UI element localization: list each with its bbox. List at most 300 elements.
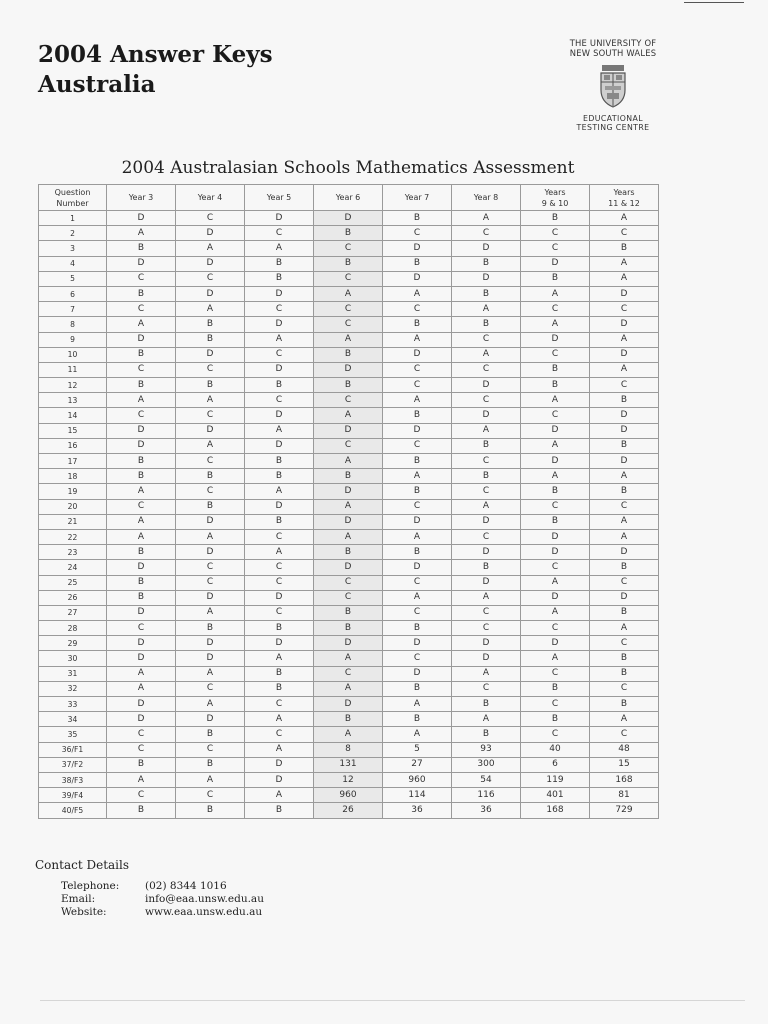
answer-cell: C (176, 211, 245, 226)
answer-cell: D (452, 545, 521, 560)
answer-cell: D (314, 423, 383, 438)
question-number-cell: 32 (39, 681, 107, 696)
answer-cell: B (107, 590, 176, 605)
answer-cell: B (245, 803, 314, 818)
answer-cell: C (383, 651, 452, 666)
answer-cell: A (245, 651, 314, 666)
answer-cell: A (521, 317, 590, 332)
answer-cell: C (521, 241, 590, 256)
answer-cell: A (314, 286, 383, 301)
answer-cell: A (245, 423, 314, 438)
answer-cell: B (521, 378, 590, 393)
question-number-cell: 34 (39, 712, 107, 727)
answer-cell: A (314, 651, 383, 666)
answer-cell: B (383, 256, 452, 271)
answer-cell: D (590, 545, 659, 560)
answer-cell: D (107, 651, 176, 666)
answer-cell: D (452, 271, 521, 286)
answer-cell: A (452, 211, 521, 226)
answer-cell: B (176, 757, 245, 772)
answer-cell: A (107, 226, 176, 241)
answer-cell: 54 (452, 772, 521, 787)
answer-cell: C (452, 362, 521, 377)
answer-cell: A (383, 393, 452, 408)
table-row (39, 302, 659, 317)
answer-cell: B (383, 545, 452, 560)
column-header-line: Question (54, 187, 91, 197)
question-number-cell: 3 (39, 241, 107, 256)
answer-cell: B (521, 211, 590, 226)
question-number-cell: 21 (39, 514, 107, 529)
question-number-cell: 6 (39, 286, 107, 301)
answer-cell: A (590, 621, 659, 636)
answer-cell: D (521, 590, 590, 605)
question-number-cell: 37/F2 (39, 757, 107, 772)
table-row (39, 621, 659, 636)
answer-cell: B (452, 438, 521, 453)
answer-cell: A (176, 605, 245, 620)
answer-cell: C (107, 742, 176, 757)
answer-cell: B (521, 271, 590, 286)
table-row (39, 514, 659, 529)
question-number-cell: 36/F1 (39, 742, 107, 757)
answer-cell: D (176, 636, 245, 651)
answer-cell: B (383, 454, 452, 469)
answer-cell: A (245, 712, 314, 727)
answer-cell: B (521, 514, 590, 529)
answer-cell: D (107, 423, 176, 438)
answer-cell: C (383, 378, 452, 393)
answer-cell: C (245, 697, 314, 712)
answer-cell: D (521, 332, 590, 347)
answer-cell: D (452, 636, 521, 651)
column-header (176, 185, 245, 211)
answer-cell: C (314, 241, 383, 256)
answer-cell: B (245, 621, 314, 636)
university-name-line-2: NEW SOUTH WALES (569, 48, 657, 58)
answer-cell: A (314, 727, 383, 742)
page-title-line-1: 2004 Answer Keys (38, 41, 273, 68)
answer-cell: C (521, 560, 590, 575)
answer-cell: A (314, 454, 383, 469)
answer-cell: A (107, 772, 176, 787)
answer-cell: C (176, 788, 245, 803)
table-row (39, 211, 659, 226)
answer-cell: B (452, 286, 521, 301)
column-header (452, 185, 521, 211)
table-row (39, 454, 659, 469)
answer-cell: A (590, 211, 659, 226)
column-header-line: Years (613, 187, 635, 197)
answer-cell: B (107, 803, 176, 818)
table-row (39, 605, 659, 620)
answer-cell: A (452, 590, 521, 605)
answer-cell: C (383, 302, 452, 317)
answer-cell: B (383, 712, 452, 727)
question-number-cell: 35 (39, 727, 107, 742)
question-number-cell: 40/F5 (39, 803, 107, 818)
table-row (39, 241, 659, 256)
answer-cell: 168 (590, 772, 659, 787)
question-number-cell: 30 (39, 651, 107, 666)
table-row (39, 681, 659, 696)
contact-details (35, 858, 264, 919)
column-header (107, 185, 176, 211)
answer-cell: D (452, 241, 521, 256)
answer-cell: D (176, 545, 245, 560)
answer-cell: A (176, 241, 245, 256)
table-row (39, 560, 659, 575)
table-row (39, 393, 659, 408)
contact-label: Email: (61, 893, 96, 905)
answer-cell: D (383, 666, 452, 681)
answer-cell: A (314, 681, 383, 696)
answer-cell: 48 (590, 742, 659, 757)
answer-cell: A (452, 666, 521, 681)
question-number-cell: 13 (39, 393, 107, 408)
answer-cell: A (107, 317, 176, 332)
table-body (39, 211, 659, 819)
question-number-cell: 29 (39, 636, 107, 651)
answer-cell: 40 (521, 742, 590, 757)
answer-cell: B (314, 469, 383, 484)
answer-cell: A (107, 666, 176, 681)
answer-cell: B (452, 317, 521, 332)
answer-cell: C (590, 378, 659, 393)
answer-cell: C (314, 438, 383, 453)
answer-cell: C (107, 362, 176, 377)
answer-cell: 960 (314, 788, 383, 803)
answer-cell: 729 (590, 803, 659, 818)
answer-cell: D (245, 408, 314, 423)
answer-cell: A (383, 727, 452, 742)
answer-cell: C (383, 575, 452, 590)
answer-cell: C (383, 499, 452, 514)
answer-cell: B (521, 712, 590, 727)
answer-cell: D (176, 590, 245, 605)
answer-cell: 93 (452, 742, 521, 757)
answer-cell: C (452, 454, 521, 469)
answer-cell: A (176, 393, 245, 408)
answer-cell: D (590, 286, 659, 301)
answer-cell: A (452, 302, 521, 317)
answer-cell: A (590, 514, 659, 529)
answer-cell: B (314, 545, 383, 560)
answer-cell: A (383, 286, 452, 301)
answer-cell: C (176, 484, 245, 499)
answer-cell: A (521, 438, 590, 453)
answer-cell: D (383, 271, 452, 286)
answer-cell: D (314, 697, 383, 712)
answer-cell: B (245, 469, 314, 484)
answer-cell: A (383, 697, 452, 712)
answer-cell: B (383, 681, 452, 696)
question-number-cell: 39/F4 (39, 788, 107, 803)
table-row (39, 438, 659, 453)
answer-cell: D (176, 423, 245, 438)
answer-cell: D (590, 347, 659, 362)
answer-cell: A (521, 286, 590, 301)
question-number-cell: 9 (39, 332, 107, 347)
answer-cell: A (521, 605, 590, 620)
answer-cell: B (107, 454, 176, 469)
answer-cell: A (107, 393, 176, 408)
answer-cell: D (452, 575, 521, 590)
answer-cell: B (383, 317, 452, 332)
contact-row (35, 880, 264, 893)
question-number-cell: 26 (39, 590, 107, 605)
answer-cell: A (314, 529, 383, 544)
question-number-cell: 15 (39, 423, 107, 438)
answer-cell: D (383, 514, 452, 529)
answer-cell: B (452, 727, 521, 742)
answer-cell: C (245, 302, 314, 317)
column-header (383, 185, 452, 211)
answer-cell: B (590, 605, 659, 620)
answer-cell: 116 (452, 788, 521, 803)
answer-cell: B (245, 666, 314, 681)
answer-cell: C (452, 605, 521, 620)
answer-cell: B (521, 362, 590, 377)
answer-cell: A (590, 256, 659, 271)
question-number-cell: 12 (39, 378, 107, 393)
answer-cell: D (245, 438, 314, 453)
column-header (590, 185, 659, 211)
answer-cell: C (521, 302, 590, 317)
answer-cell: C (521, 408, 590, 423)
answer-cell: B (314, 605, 383, 620)
answer-cell: B (521, 484, 590, 499)
answer-cell: C (521, 226, 590, 241)
column-header-line: Year 5 (266, 193, 292, 202)
answer-cell: C (590, 727, 659, 742)
answer-cell: C (245, 727, 314, 742)
answer-cell: C (176, 271, 245, 286)
column-header-line: Year 8 (473, 193, 499, 202)
answer-cell: C (245, 226, 314, 241)
question-number-cell: 38/F3 (39, 772, 107, 787)
answer-cell: B (452, 469, 521, 484)
answer-cell: A (452, 423, 521, 438)
table-row (39, 788, 659, 803)
answer-cell: D (521, 529, 590, 544)
answer-cell: D (590, 408, 659, 423)
answer-cell: C (107, 302, 176, 317)
answer-cell: C (521, 666, 590, 681)
answer-cell: B (245, 454, 314, 469)
table-row (39, 757, 659, 772)
answer-cell: 131 (314, 757, 383, 772)
answer-cell: B (176, 727, 245, 742)
answer-cell: B (452, 256, 521, 271)
table-row (39, 271, 659, 286)
answer-cell: D (245, 362, 314, 377)
answer-cell: B (245, 378, 314, 393)
answer-cell: A (590, 332, 659, 347)
answer-cell: C (176, 560, 245, 575)
answer-cell: D (107, 332, 176, 347)
question-number-cell: 16 (39, 438, 107, 453)
contact-row (35, 906, 264, 919)
answer-cell: C (245, 575, 314, 590)
answer-cell: C (314, 271, 383, 286)
testing-centre-line-2: TESTING CENTRE (576, 123, 650, 132)
question-number-cell: 14 (39, 408, 107, 423)
table-row (39, 590, 659, 605)
answer-cell: A (107, 484, 176, 499)
question-number-cell: 25 (39, 575, 107, 590)
answer-cell: B (107, 347, 176, 362)
answer-cell: B (590, 484, 659, 499)
answer-cell: C (176, 681, 245, 696)
answer-cell: C (107, 621, 176, 636)
answer-cell: A (590, 712, 659, 727)
answer-cell: A (245, 332, 314, 347)
bottom-rule (40, 1000, 745, 1001)
answer-cell: D (521, 423, 590, 438)
question-number-cell: 18 (39, 469, 107, 484)
question-number-cell: 24 (39, 560, 107, 575)
answer-cell: A (383, 469, 452, 484)
column-header-line: Year 7 (404, 193, 430, 202)
answer-cell: B (383, 408, 452, 423)
answer-cell: D (245, 499, 314, 514)
answer-cell: C (383, 226, 452, 241)
answer-cell: C (521, 499, 590, 514)
table-title: 2004 Australasian Schools Mathematics Assessment (121, 158, 575, 178)
table-row (39, 727, 659, 742)
answer-cell: D (521, 256, 590, 271)
answer-cell: C (245, 393, 314, 408)
answer-cell: C (521, 697, 590, 712)
answer-cell: D (107, 438, 176, 453)
answer-cell: C (452, 226, 521, 241)
testing-centre-line-1: EDUCATIONAL (583, 114, 643, 123)
answer-cell: B (176, 317, 245, 332)
answer-cell: D (590, 317, 659, 332)
question-number-cell: 27 (39, 605, 107, 620)
table-row (39, 697, 659, 712)
answer-cell: B (107, 545, 176, 560)
table-row (39, 499, 659, 514)
answer-cell: A (452, 499, 521, 514)
table-row (39, 545, 659, 560)
table-row (39, 362, 659, 377)
answer-cell: C (590, 575, 659, 590)
answer-key-table (38, 184, 659, 819)
answer-cell: C (590, 226, 659, 241)
answer-cell: C (521, 621, 590, 636)
answer-cell: B (590, 560, 659, 575)
answer-cell: D (452, 651, 521, 666)
answer-cell: D (107, 211, 176, 226)
telephone-value: (02) 8344 1016 (145, 880, 227, 892)
answer-cell: 114 (383, 788, 452, 803)
answer-cell: D (590, 454, 659, 469)
answer-cell: B (590, 393, 659, 408)
table-row (39, 772, 659, 787)
answer-cell: D (107, 256, 176, 271)
table-header-row (39, 185, 659, 211)
answer-cell: 300 (452, 757, 521, 772)
answer-cell: D (452, 378, 521, 393)
answer-cell: C (452, 484, 521, 499)
answer-cell: D (314, 211, 383, 226)
question-number-cell: 5 (39, 271, 107, 286)
question-number-cell: 31 (39, 666, 107, 681)
answer-cell: D (107, 605, 176, 620)
question-number-cell: 22 (39, 529, 107, 544)
table-row (39, 347, 659, 362)
answer-cell: C (176, 362, 245, 377)
answer-cell: C (245, 529, 314, 544)
answer-cell: A (590, 362, 659, 377)
answer-cell: D (107, 560, 176, 575)
answer-cell: A (521, 393, 590, 408)
page-title (38, 40, 273, 100)
question-number-cell: 28 (39, 621, 107, 636)
answer-cell: D (383, 423, 452, 438)
answer-cell: B (314, 621, 383, 636)
answer-cell: C (176, 575, 245, 590)
scan-corner-mark (684, 2, 744, 3)
contact-label: Website: (61, 906, 107, 918)
answer-cell: D (383, 241, 452, 256)
answer-cell: D (176, 347, 245, 362)
question-number-cell: 10 (39, 347, 107, 362)
answer-cell: 26 (314, 803, 383, 818)
column-header (245, 185, 314, 211)
question-number-cell: 23 (39, 545, 107, 560)
answer-cell: D (245, 772, 314, 787)
answer-cell: C (590, 681, 659, 696)
answer-cell: A (176, 666, 245, 681)
answer-cell: D (245, 590, 314, 605)
question-number-cell: 19 (39, 484, 107, 499)
answer-cell: C (452, 529, 521, 544)
answer-cell: B (590, 438, 659, 453)
answer-cell: C (314, 575, 383, 590)
question-number-cell: 17 (39, 454, 107, 469)
answer-cell: 27 (383, 757, 452, 772)
answer-cell: C (176, 742, 245, 757)
answer-cell: 15 (590, 757, 659, 772)
contact-row (35, 893, 264, 906)
answer-cell: A (383, 529, 452, 544)
answer-cell: C (107, 788, 176, 803)
answer-cell: B (521, 681, 590, 696)
answer-cell: C (590, 636, 659, 651)
column-header-line: Number (56, 198, 89, 208)
answer-cell: C (452, 393, 521, 408)
answer-cell: D (521, 454, 590, 469)
answer-cell: B (590, 697, 659, 712)
answer-cell: A (590, 469, 659, 484)
answer-cell: C (590, 499, 659, 514)
column-header-line: Year 4 (197, 193, 223, 202)
answer-cell: B (107, 286, 176, 301)
answer-cell: D (521, 545, 590, 560)
answer-cell: D (383, 636, 452, 651)
answer-cell: C (452, 332, 521, 347)
answer-cell: C (314, 590, 383, 605)
answer-cell: C (521, 347, 590, 362)
answer-cell: 960 (383, 772, 452, 787)
table-row (39, 529, 659, 544)
answer-cell: 12 (314, 772, 383, 787)
answer-cell: B (245, 681, 314, 696)
answer-cell: 5 (383, 742, 452, 757)
